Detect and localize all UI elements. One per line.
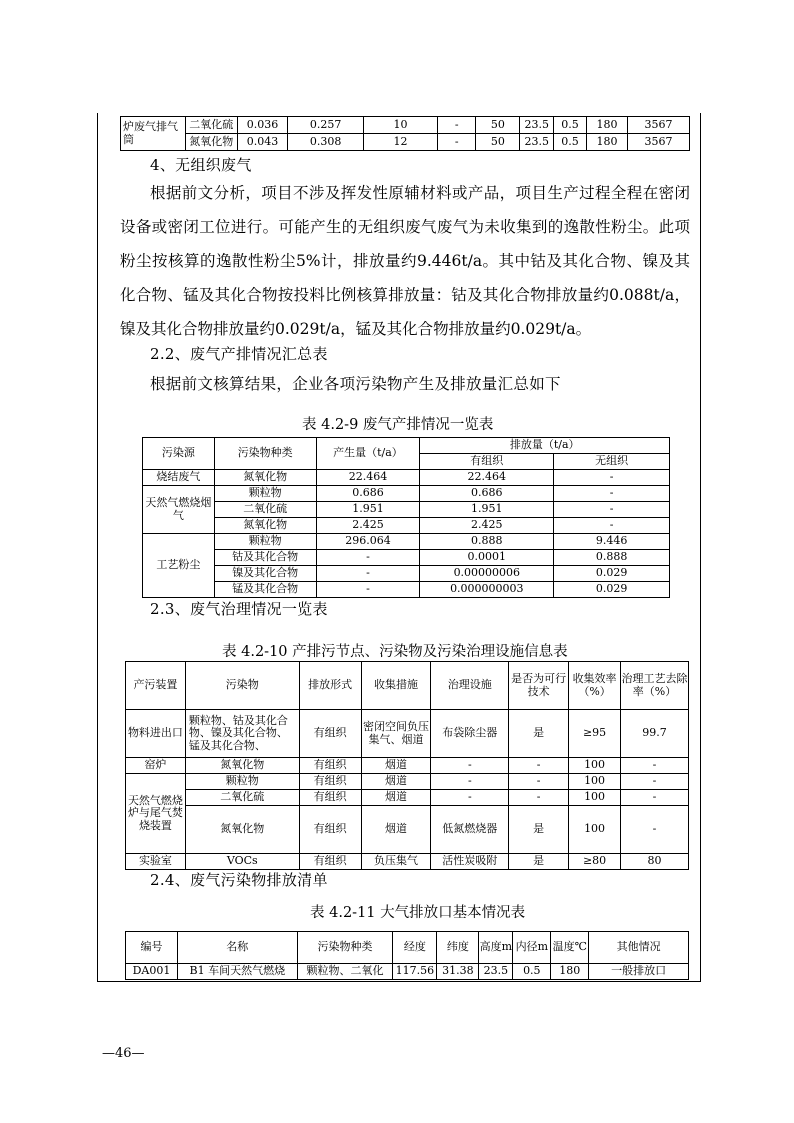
table-cell: - — [621, 806, 689, 854]
table-cell: 1.951 — [420, 502, 554, 518]
table-cell: 0.888 — [554, 550, 670, 566]
header-cell: 产污装置 — [126, 662, 186, 710]
table-cell: 0.5 — [553, 134, 586, 151]
table-cell: 0.686 — [316, 486, 420, 502]
table-cell: VOCs — [185, 854, 299, 870]
table-cell: B1 车间天然气燃烧 — [177, 964, 297, 980]
table-cell: - — [316, 582, 420, 598]
header-cell: 温度℃ — [551, 932, 589, 964]
table-row — [126, 774, 689, 790]
table-cell: 99.7 — [621, 710, 689, 758]
table-cell: - — [621, 774, 689, 790]
table-header-row — [126, 662, 689, 710]
table-row — [143, 534, 670, 550]
table-cell: - — [316, 566, 420, 582]
table-cell: 0.036 — [237, 117, 288, 134]
table-cell: 有组织 — [299, 758, 361, 774]
table-cell: 物料进出口 — [126, 710, 186, 758]
table-cell: ≥80 — [569, 854, 621, 870]
page-number: —46— — [102, 1046, 145, 1061]
table-cell: - — [554, 470, 670, 486]
table-header-row — [126, 932, 689, 964]
table-row — [121, 134, 690, 151]
header-cell: 排放形式 — [299, 662, 361, 710]
table-cell: 2.425 — [420, 518, 554, 534]
header-cell: 高度m — [479, 932, 513, 964]
table-cell: 烟道 — [361, 806, 431, 854]
table-cell: 100 — [569, 790, 621, 806]
table-cell: 22.464 — [420, 470, 554, 486]
table-cell: 颗粒物、钴及其化合物、镍及其化合物、锰及其化合物、 — [185, 710, 299, 758]
table-cell: 23.5 — [520, 117, 554, 134]
table-cell: 12 — [363, 134, 437, 151]
table-cell: - — [431, 790, 509, 806]
table-row — [143, 470, 670, 486]
table-cell: 氮氧化物 — [185, 134, 237, 151]
table-cell: 烟道 — [361, 774, 431, 790]
table-cell: 22.464 — [316, 470, 420, 486]
table-cell: - — [554, 486, 670, 502]
table-10 — [125, 661, 689, 870]
table-cell: 活性炭吸附 — [431, 854, 509, 870]
header-cell: 其他情况 — [589, 932, 689, 964]
table-cell: - — [431, 758, 509, 774]
header-source: 污染源 — [143, 438, 215, 470]
table-cell: 密闭空间负压集气、烟道 — [361, 710, 431, 758]
table-row — [143, 550, 670, 566]
table-cell: 布袋除尘器 — [431, 710, 509, 758]
table-cell: 0.029 — [554, 582, 670, 598]
table-cell: 一般排放口 — [589, 964, 689, 980]
table-cell: 1.951 — [316, 502, 420, 518]
table-cell: 二氧化硫 — [185, 117, 237, 134]
table-cell: 3567 — [627, 134, 689, 151]
table-cell: - — [509, 774, 569, 790]
table-cell: 低氮燃烧器 — [431, 806, 509, 854]
table-cell: 有组织 — [299, 806, 361, 854]
table-cell: - — [438, 117, 476, 134]
table-cell: 氮氧化物 — [185, 806, 299, 854]
section-4-paragraph: 根据前文分析，项目不涉及挥发性原辅材料或产品，项目生产过程全程在密闭设备或密闭工位进行。可能产生的无组织废气废气为未收集到的逸散性粉尘。此项粉尘按核算的逸散性粉尘5%计，排放量约9.446t/a。其中钴及其化合物、镍及其化合物、锰及其化合物按投料比例核算排放量：钴及其化合物排放量约0.088t/a，镍及其化合物排放量约0.029t/a，锰及其化合物排放量约0.029t/a。 — [120, 184, 690, 338]
table-cell: 100 — [569, 758, 621, 774]
table-cell: 有组织 — [299, 790, 361, 806]
table-cell: 80 — [621, 854, 689, 870]
table-cell: 颗粒物 — [214, 534, 316, 550]
table-top-continuation — [120, 116, 690, 151]
header-cell: 治理设施 — [431, 662, 509, 710]
table-cell: 氮氧化物 — [185, 758, 299, 774]
table-cell: 0.00000006 — [420, 566, 554, 582]
table-cell: 氮氧化物 — [214, 470, 316, 486]
table-cell: 180 — [551, 964, 589, 980]
table-cell: 是 — [509, 710, 569, 758]
header-cell: 治理工艺去除率（%） — [621, 662, 689, 710]
table-row — [126, 710, 689, 758]
table-cell: 180 — [587, 117, 628, 134]
table-row — [143, 582, 670, 598]
table-cell: - — [554, 502, 670, 518]
header-cell: 纬度 — [437, 932, 479, 964]
table-row — [126, 964, 689, 980]
table-cell: 有组织 — [299, 710, 361, 758]
table-row — [143, 486, 670, 502]
section-heading-4: 4、无组织废气 — [150, 156, 252, 174]
table-9 — [142, 437, 670, 598]
section-heading-2-4: 2.4、废气污染物排放清单 — [150, 871, 328, 889]
table-row — [143, 502, 670, 518]
table-cell: 锰及其化合物 — [214, 582, 316, 598]
table-cell: - — [621, 790, 689, 806]
table-cell: 钴及其化合物 — [214, 550, 316, 566]
table-cell: - — [438, 134, 476, 151]
table-cell: 负压集气 — [361, 854, 431, 870]
header-unorganized: 无组织 — [554, 454, 670, 470]
table-cell: - — [316, 550, 420, 566]
table-cell: 0.308 — [288, 134, 363, 151]
header-cell: 是否为可行技术 — [509, 662, 569, 710]
header-type: 污染物种类 — [214, 438, 316, 470]
table-cell: - — [431, 774, 509, 790]
header-emission: 排放量（t/a） — [420, 438, 670, 454]
table-cell: 炉废气排气筒 — [121, 117, 186, 151]
table-cell: 2.425 — [316, 518, 420, 534]
table-cell: 工艺粉尘 — [143, 534, 215, 598]
table-cell: ≥95 — [569, 710, 621, 758]
table-cell: 是 — [509, 854, 569, 870]
table-cell: - — [509, 790, 569, 806]
table-cell: - — [621, 758, 689, 774]
table-cell: 50 — [476, 117, 520, 134]
header-produced: 产生量（t/a） — [316, 438, 420, 470]
table-row — [126, 790, 689, 806]
page-number-value: 46 — [115, 1046, 132, 1061]
table-cell: - — [554, 518, 670, 534]
table-cell: 0.5 — [553, 117, 586, 134]
table-cell: 296.064 — [316, 534, 420, 550]
table-cell: 有组织 — [299, 854, 361, 870]
header-cell: 经度 — [393, 932, 437, 964]
table-cell: 100 — [569, 806, 621, 854]
table-cell: 0.888 — [420, 534, 554, 550]
table-cell: 烧结废气 — [143, 470, 215, 486]
table-10-caption: 表 4.2-10 产排污节点、污染物及污染治理设施信息表 — [222, 644, 568, 660]
table-row — [143, 518, 670, 534]
table-cell: 23.5 — [479, 964, 513, 980]
section-heading-2-3: 2.3、废气治理情况一览表 — [150, 600, 328, 618]
table-cell: 二氧化硫 — [185, 790, 299, 806]
table-cell: - — [509, 758, 569, 774]
table-cell: 3567 — [627, 117, 689, 134]
table-cell: 0.257 — [288, 117, 363, 134]
table-cell: 0.000000003 — [420, 582, 554, 598]
table-cell: 颗粒物、二氧化 — [297, 964, 393, 980]
table-11-caption: 表 4.2-11 大气排放口基本情况表 — [310, 905, 526, 921]
table-cell: 117.56 — [393, 964, 437, 980]
table-row — [143, 566, 670, 582]
table-cell: 颗粒物 — [185, 774, 299, 790]
header-cell: 收集措施 — [361, 662, 431, 710]
table-cell: 实验室 — [126, 854, 186, 870]
header-cell: 收集效率（%） — [569, 662, 621, 710]
header-cell: 编号 — [126, 932, 178, 964]
table-cell: 10 — [363, 117, 437, 134]
table-cell: 镍及其化合物 — [214, 566, 316, 582]
header-organized: 有组织 — [420, 454, 554, 470]
table-9-caption: 表 4.2-9 废气产排情况一览表 — [302, 417, 494, 433]
table-cell: DA001 — [126, 964, 178, 980]
table-cell: 0.029 — [554, 566, 670, 582]
table-cell: 180 — [587, 134, 628, 151]
table-cell: 烟道 — [361, 790, 431, 806]
table-cell: 9.446 — [554, 534, 670, 550]
table-cell: 天然气燃烧烟气 — [143, 486, 215, 534]
table-cell: 有组织 — [299, 774, 361, 790]
table-cell: 颗粒物 — [214, 486, 316, 502]
table-cell: 烟道 — [361, 758, 431, 774]
table-row — [126, 758, 689, 774]
table-cell: 50 — [476, 134, 520, 151]
table-header-row — [143, 438, 670, 454]
table-cell: 氮氧化物 — [214, 518, 316, 534]
table-cell: 0.5 — [513, 964, 551, 980]
header-cell: 名称 — [177, 932, 297, 964]
section-2-2-paragraph: 根据前文核算结果，企业各项污染物产生及排放量汇总如下 — [150, 375, 561, 393]
table-row — [126, 806, 689, 854]
table-cell: 100 — [569, 774, 621, 790]
table-cell: 23.5 — [520, 134, 554, 151]
table-cell: 31.38 — [437, 964, 479, 980]
header-cell: 污染物种类 — [297, 932, 393, 964]
table-cell: 天然气燃烧炉与尾气焚烧装置 — [126, 774, 186, 854]
header-cell: 内径m — [513, 932, 551, 964]
table-row — [121, 117, 690, 134]
table-cell: 窑炉 — [126, 758, 186, 774]
table-cell: 0.0001 — [420, 550, 554, 566]
table-cell: 0.043 — [237, 134, 288, 151]
table-cell: 0.686 — [420, 486, 554, 502]
table-row — [126, 854, 689, 870]
table-cell: 二氧化硫 — [214, 502, 316, 518]
header-cell: 污染物 — [185, 662, 299, 710]
table-cell: 是 — [509, 806, 569, 854]
section-heading-2-2: 2.2、废气产排情况汇总表 — [150, 345, 328, 363]
table-11 — [125, 931, 689, 980]
